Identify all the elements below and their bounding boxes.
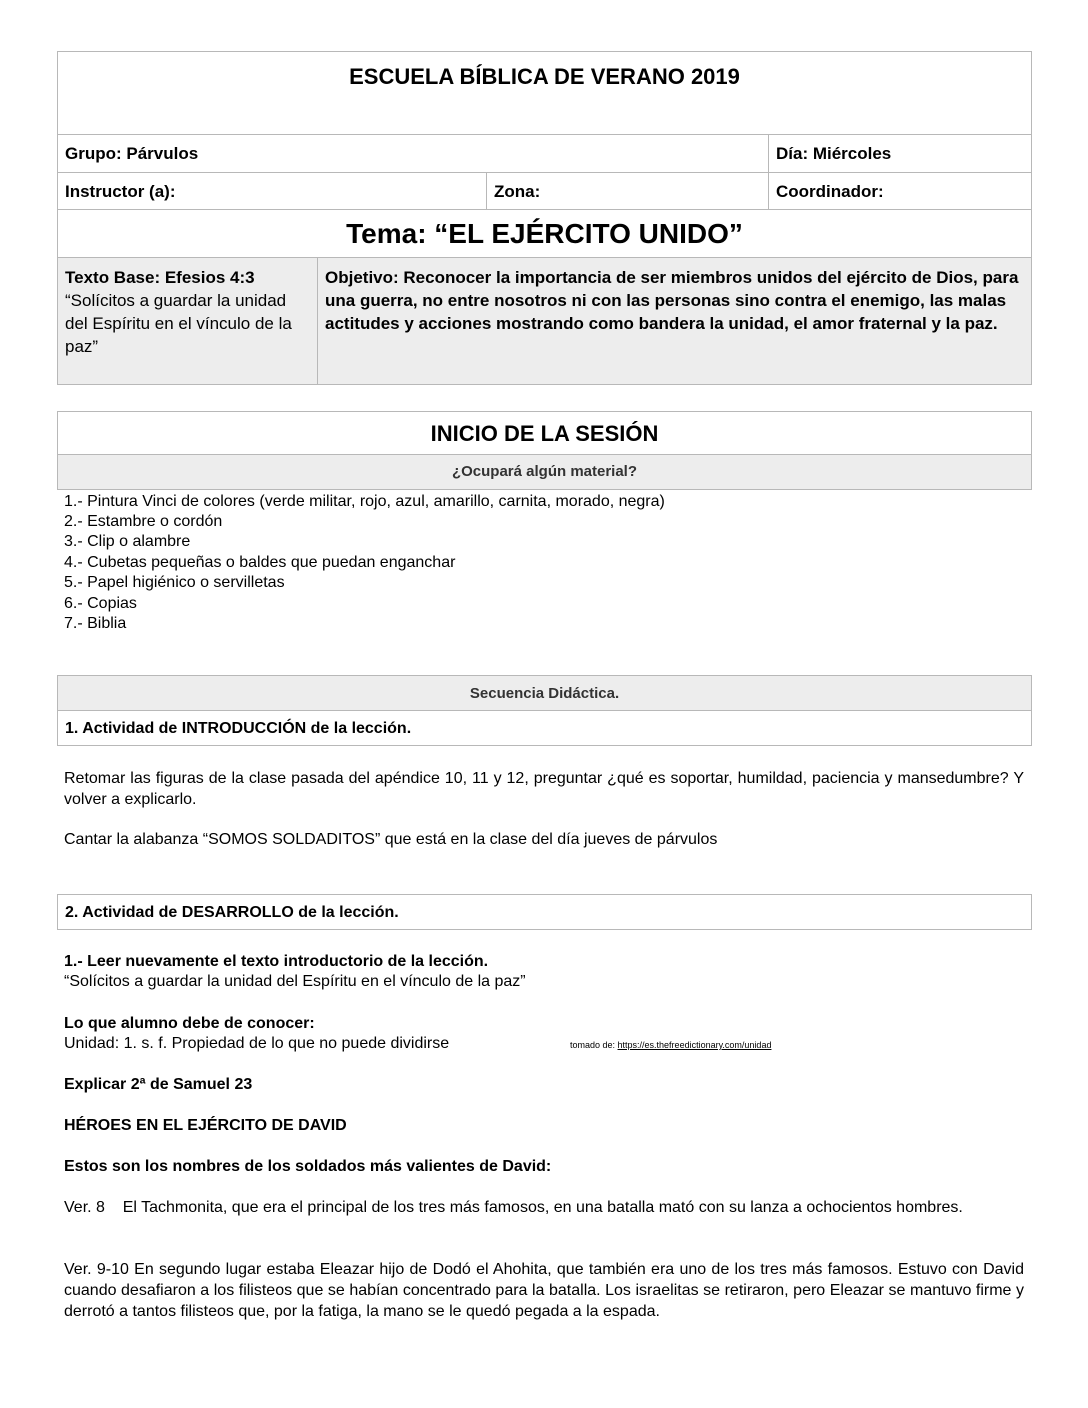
act1-paragraph-2: Cantar la alabanza “SOMOS SOLDADITOS” que está en la clase del día jueves de párvulos <box>64 831 718 848</box>
explicar-line: Explicar 2ª de Samuel 23 <box>64 1076 253 1093</box>
unidad-definition: Unidad: 1. s. f. Propiedad de lo que no puede dividirse <box>64 1035 450 1052</box>
dia-label: Día: Miércoles <box>776 144 892 163</box>
instructor-cell <box>57 172 487 210</box>
act1-paragraph-1: Retomar las figuras de la clase pasada del apéndice 10, 11 y 12, preguntar ¿qué es soportar, humildad, paciencia y mansedumbre? Y volver a explicarlo. <box>64 770 1024 808</box>
grupo-cell <box>57 134 769 173</box>
material-question-cell <box>57 454 1032 490</box>
coordinador-cell <box>768 172 1032 210</box>
texto-base-block <box>65 266 305 358</box>
list-item: 7.- Biblia <box>64 615 127 632</box>
source-link[interactable]: https://es.thefreedictionary.com/unidad <box>617 1040 772 1050</box>
inicio-cell <box>57 411 1032 455</box>
zona-label: Zona: <box>494 182 541 201</box>
tema-cell <box>57 209 1032 258</box>
act1-title: 1. Actividad de INTRODUCCIÓN de la lección. <box>65 720 412 737</box>
material-question: ¿Ocupará algún material? <box>451 463 638 480</box>
list-item: 3.- Clip o alambre <box>64 533 191 550</box>
act1-cell <box>57 710 1032 746</box>
objetivo-cell <box>317 257 1032 385</box>
verse-8-paragraph: Ver. 8 El Tachmonita, que era el principal de los tres más famosos, en una batalla mató con su lanza a ochocientos hombres. <box>64 1199 963 1216</box>
list-item: 6.- Copias <box>64 595 137 612</box>
act2-title: 2. Actividad de DESARROLLO de la lección. <box>65 904 399 921</box>
act2-cell <box>57 894 1032 930</box>
source-citation <box>570 1040 771 1050</box>
list-item: 5.- Papel higiénico o servilletas <box>64 574 285 591</box>
inicio-heading: INICIO DE LA SESIÓN <box>430 421 659 446</box>
texto-base-cell <box>57 257 318 385</box>
texto-base-quote: “Solícitos a guardar la unidad del Espíritu en el vínculo de la paz” <box>65 291 292 356</box>
step1-title: 1.- Leer nuevamente el texto introductorio de la lección. <box>64 953 489 970</box>
texto-base-label: Texto Base: Efesios 4:3 <box>65 268 255 287</box>
tema-heading: Tema: “EL EJÉRCITO UNIDO” <box>346 218 743 249</box>
conocer-title: Lo que alumno debe de conocer: <box>64 1015 315 1032</box>
secuencia-heading: Secuencia Didáctica. <box>469 685 620 702</box>
title-cell <box>57 51 1032 135</box>
list-item: 1.- Pintura Vinci de colores (verde militar, rojo, azul, amarillo, carnita, morado, negra) <box>64 493 665 510</box>
source-prefix: tomado de: <box>570 1040 618 1050</box>
dia-cell <box>768 134 1032 173</box>
instructor-label: Instructor (a): <box>65 182 176 201</box>
list-item: 2.- Estambre o cordón <box>64 513 223 530</box>
coordinador-label: Coordinador: <box>776 182 884 201</box>
nombres-heading: Estos son los nombres de los soldados más valientes de David: <box>64 1158 552 1175</box>
grupo-label: Grupo: Párvulos <box>65 144 199 163</box>
list-item: 4.- Cubetas pequeñas o baldes que puedan enganchar <box>64 554 456 571</box>
secuencia-cell <box>57 675 1032 711</box>
verse-9-10-paragraph: Ver. 9-10 En segundo lugar estaba Eleazar hijo de Dodó el Ahohita, que también era uno de los tres más famosos. Estuvo con David cuando desafiaron a los filisteos que se habían concentrado para la batalla. Los israelitas se retiraron, pero Eleazar se mantuvo firme y derrotó a tantos filisteos que, por la fatiga, la mano se le quedó pegada a la espada. <box>64 1261 1024 1320</box>
document-title: ESCUELA BÍBLICA DE VERANO 2019 <box>349 64 740 89</box>
heroes-heading: HÉROES EN EL EJÉRCITO DE DAVID <box>64 1117 347 1134</box>
zona-cell <box>486 172 769 210</box>
objetivo-text: Objetivo: Reconocer la importancia de ser miembros unidos del ejército de Dios, para una guerra, no entre nosotros ni con las personas sino contra el enemigo, las malas actitudes y acciones mostrando como bandera la unidad, el amor fraternal y la paz. <box>325 268 1019 333</box>
step1-quote: “Solícitos a guardar la unidad del Espíritu en el vínculo de la paz” <box>64 973 526 990</box>
